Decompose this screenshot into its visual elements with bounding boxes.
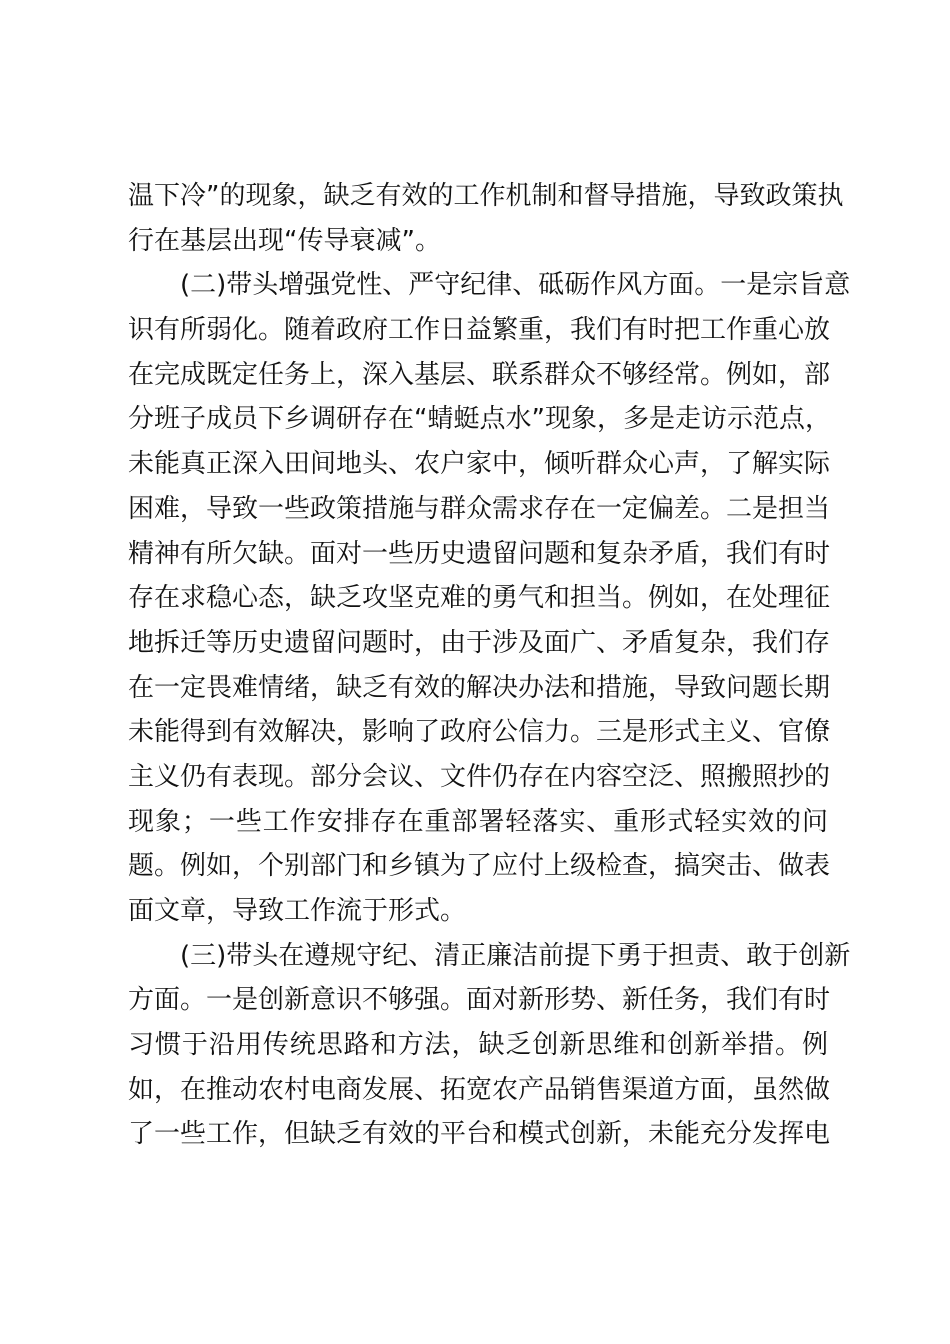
text-line: 面文章，导致工作流于形式。 [128,896,467,926]
text-line: 现象；一些工作安排存在重部署轻落实、重形式轻实效的问 [128,806,828,837]
text-line: 温下冷”的现象，缺乏有效的工作机制和督导措施，导致政策执 [128,181,844,211]
text-line: 未能得到有效解决，影响了政府公信力。三是形式主义、官僚 [128,717,831,748]
text-line: 存在求稳心态，缺乏攻坚克难的勇气和担当。例如，在处理征 [128,583,831,614]
text-line: (三)带头在遵规守纪、清正廉洁前提下勇于担责、敢于创新 [180,940,851,971]
text-line: 题。例如，个别部门和乡镇为了应付上级检查，搞突击、做表 [128,851,831,882]
text-line: 方面。一是创新意识不够强。面对新形势、新任务，我们有时 [128,985,831,1016]
text-line: 主义仍有表现。部分会议、文件仍存在内容空泛、照搬照抄的 [128,761,831,792]
text-line: 地拆迁等历史遗留问题时，由于涉及面广、矛盾复杂，我们存 [128,627,831,658]
text-line: 识有所弱化。随着政府工作日益繁重，我们有时把工作重心放 [128,315,831,346]
body-text [128,174,851,1157]
paragraph [128,174,844,263]
paragraph [128,934,851,1157]
text-line: (二)带头增强党性、严守纪律、砥砺作风方面。一是宗旨意 [180,270,851,301]
text-line: 困难，导致一些政策措施与群众需求存在一定偏差。二是担当 [128,493,831,524]
text-line: 如，在推动农村电商发展、拓宽农产品销售渠道方面，虽然做 [128,1074,831,1105]
paragraph [128,263,851,933]
text-line: 分班子成员下乡调研存在“蜻蜓点水”现象，多是走访示范点， [128,404,831,435]
text-line: 习惯于沿用传统思路和方法，缺乏创新思维和创新举措。例 [128,1030,828,1061]
text-line: 未能真正深入田间地头、农户家中，倾听群众心声，了解实际 [128,449,831,480]
text-line: 在一定畏难情绪，缺乏有效的解决办法和措施，导致问题长期 [128,672,831,703]
text-line: 精神有所欠缺。面对一些历史遗留问题和复杂矛盾，我们有时 [128,538,831,569]
text-line: 在完成既定任务上，深入基层、联系群众不够经常。例如，部 [128,359,831,390]
text-line: 行在基层出现“传导衰减”。 [128,225,441,256]
text-line: 了一些工作，但缺乏有效的平台和模式创新，未能充分发挥电 [128,1119,831,1150]
